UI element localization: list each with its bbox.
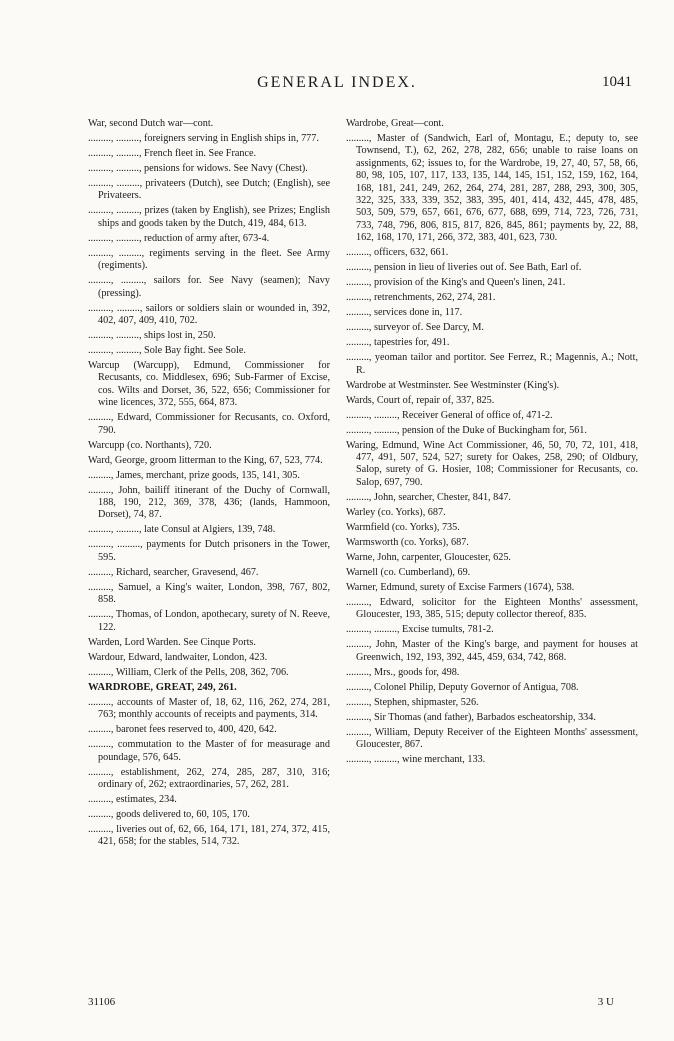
index-entry: ........., officers, 632, 661. (346, 247, 449, 259)
index-entry: Wardrobe at Westminster. See Westminster (King's). (346, 379, 560, 391)
index-entry: Warcupp (co. Northants), 720. (88, 439, 212, 451)
index-entry: ........., Master of (Sandwich, Earl of, Montagu, E.; deputy to, see Townsend, T.), 62, 262, 278, 282, 656; unable to raise loans on assignments, 62; issues to, for the Wardrobe, 19, 27, 40, 57, 58, 66, 80, 98, 105, 107, 117, 133, 135, 144, 145, 151, 152, 159, 162, 164, 168, 181, 241, 249, 262, 264, 274, 281, 287, 288, 293, 300, 305, 322, 325, 333, 339, 352, 383, 395, 401, 414, 432, 445, 478, 485, 503, 509, 579, 657, 661, 676, 677, 688, 699, 714, 723, 726, 731, 733, 748, 796, 806, 815, 817, 826, 845, 861; payments by, 22, 88, 162, 168, 170, 171, 266, 372, 383, 401, 623, 730. (346, 133, 638, 244)
index-entry: ........., provision of the King's and Queen's linen, 241. (346, 277, 566, 289)
index-entry: ........., Sir Thomas (and father), Barbados escheatorship, 334. (346, 711, 596, 723)
index-entry: ........., estimates, 234. (88, 793, 177, 805)
index-entry: ........., services done in, 117. (346, 307, 463, 319)
index-entry: ........., Richard, searcher, Gravesend, 467. (88, 566, 259, 578)
index-entry: ........., ........., prizes (taken by English), see Prizes; English ships and goods taken by the Dutch, 419, 484, 613. (88, 205, 330, 229)
index-entry: Waring, Edmund, Wine Act Commissioner, 46, 50, 70, 72, 101, 418, 477, 491, 507, 524, 527; surety for Oakes, 258, 290; of Oldbury, Salop, surety of G. Hosier, 108; Commissioner for Recusants, co. Salop, 697, 790. (346, 439, 638, 488)
index-entry: Warne, John, carpenter, Gloucester, 625. (346, 551, 511, 563)
index-entry: ........., ........., pensions for widows. See Navy (Chest). (88, 163, 308, 174)
index-entry: Wards, Court of, repair of, 337, 825. (346, 394, 495, 406)
index-entry: ........., yeoman tailor and portitor. See Ferrez, R.; Magennis, A.; Nott, R. (346, 352, 638, 376)
index-entry: ........., John, bailiff itinerant of the Duchy of Cornwall, 188, 190, 212, 369, 378, 436; (lands, Hammoon, Dorset), 74, 87. (88, 484, 330, 521)
index-entry: ........., liveries out of, 62, 66, 164, 171, 181, 274, 372, 415, 421, 658; for the stables, 514, 732. (88, 823, 330, 848)
index-entry: ........., William, Deputy Receiver of the Eighteen Months' assessment, Gloucester, 867. (346, 726, 638, 751)
index-entry: Ward, George, groom litterman to the King, 67, 523, 774. (88, 454, 323, 466)
index-entry: ........., goods delivered to, 60, 105, 170. (88, 808, 250, 820)
right-column (346, 118, 638, 769)
index-entry: ........., ........., late Consul at Algiers, 139, 748. (88, 524, 276, 536)
index-entry: ........., John, Master of the King's barge, and payment for houses at Greenwich, 192, 193, 392, 445, 459, 634, 742, 868. (346, 639, 638, 663)
page-number: 1041 (602, 74, 632, 90)
index-entry: ........., retrenchments, 262, 274, 281. (346, 292, 496, 304)
index-entry: ........., ........., Excise tumults, 781-2. (346, 624, 494, 636)
index-entry: ........., accounts of Master of, 18, 62, 116, 262, 274, 281, 763; monthly accounts of receipts and payments, 314. (88, 696, 330, 721)
index-entry: ........., ........., Receiver General of office of, 471-2. (346, 409, 553, 421)
index-entry: ........., ........., French fleet in. See France. (88, 148, 257, 159)
index-entry: ........., surveyor of. See Darcy, M. (346, 322, 484, 334)
index-entry: Wardrobe, Great—cont. (346, 118, 444, 129)
index-entry: ........., ........., ships lost in, 250. (88, 330, 216, 342)
index-entry: ........., William, Clerk of the Pells, 208, 362, 706. (88, 666, 289, 678)
index-entry: ........., ........., foreigners serving in English ships in, 777. (88, 133, 319, 144)
index-entry: ........., ........., wine merchant, 133. (346, 754, 486, 766)
index-entry: ........., ........., reduction of army after, 673-4. (88, 232, 270, 244)
index-entry: ........., ........., privateers (Dutch), see Dutch; (English), see Privateers. (88, 178, 330, 202)
index-entry: ........., Edward, solicitor for the Eighteen Months' assessment, Gloucester, 193, 385, 515; deputy collector thereof, 835. (346, 596, 638, 621)
index-entry: WARDROBE, GREAT, 249, 261. (88, 681, 237, 693)
gathering-mark: 3 U (597, 996, 614, 1008)
index-entry: Warnell (co. Cumberland), 69. (346, 566, 471, 578)
index-entry: Warmsworth (co. Yorks), 687. (346, 536, 469, 548)
index-entry: Warley (co. Yorks), 687. (346, 506, 446, 518)
index-entry: Wardour, Edward, landwaiter, London, 423. (88, 651, 268, 663)
index-entry: ........., ........., payments for Dutch prisoners in the Tower, 595. (88, 539, 330, 563)
index-entry: ........., James, merchant, prize goods, 135, 141, 305. (88, 469, 300, 481)
index-entry: ........., baronet fees reserved to, 400, 420, 642. (88, 724, 277, 736)
index-entry: ........., ........., Sole Bay fight. See Sole. (88, 345, 246, 357)
page-title: GENERAL INDEX. (257, 74, 417, 91)
index-entry: War, second Dutch war—cont. (88, 118, 214, 129)
index-entry: Warmfield (co. Yorks), 735. (346, 521, 460, 533)
index-entry: ........., ........., regiments serving in the fleet. See Army (regiments). (88, 247, 330, 272)
index-entry: ........., Colonel Philip, Deputy Governor of Antigua, 708. (346, 681, 579, 693)
index-entry: ........., ........., pension of the Duke of Buckingham for, 561. (346, 424, 587, 436)
index-entry: ........., Edward, Commissioner for Recusants, co. Oxford, 790. (88, 412, 330, 436)
index-entry: Warner, Edmund, surety of Excise Farmers (1674), 538. (346, 581, 575, 593)
index-entry: ........., Mrs., goods for, 498. (346, 666, 460, 678)
left-column (88, 118, 330, 851)
index-entry: ........., Thomas, of London, apothecary, surety of N. Reeve, 122. (88, 609, 330, 633)
signature-mark: 31106 (88, 996, 116, 1008)
index-entry: ........., commutation to the Master of for measurage and poundage, 576, 645. (88, 739, 330, 763)
index-entry: ........., pension in lieu of liveries out of. See Bath, Earl of. (346, 262, 582, 274)
index-entry: Warden, Lord Warden. See Cinque Ports. (88, 636, 256, 648)
index-entry: Warcup (Warcupp), Edmund, Commissioner for Recusants, co. Middlesex, 696; Sub-Farmer of Excise, cos. Wilts and Dorset, 36, 522, 656; Commissioner for wine licences, 372, 555, 664, 873. (88, 360, 330, 409)
index-entry: ........., establishment, 262, 274, 285, 287, 310, 316; ordinary of, 262; extraordinaries, 57, 262, 281. (88, 766, 330, 790)
index-entry: ........., Stephen, shipmaster, 526. (346, 696, 479, 708)
index-entry: ........., Samuel, a King's waiter, London, 398, 767, 802, 858. (88, 581, 330, 606)
index-entry: ........., tapestries for, 491. (346, 337, 450, 349)
index-entry: ........., ........., sailors or soldiers slain or wounded in, 392, 402, 407, 409, 410, 702. (88, 302, 330, 327)
index-entry: ........., ........., sailors for. See Navy (seamen); Navy (pressing). (88, 275, 330, 299)
index-entry: ........., John, searcher, Chester, 841, 847. (346, 491, 511, 503)
